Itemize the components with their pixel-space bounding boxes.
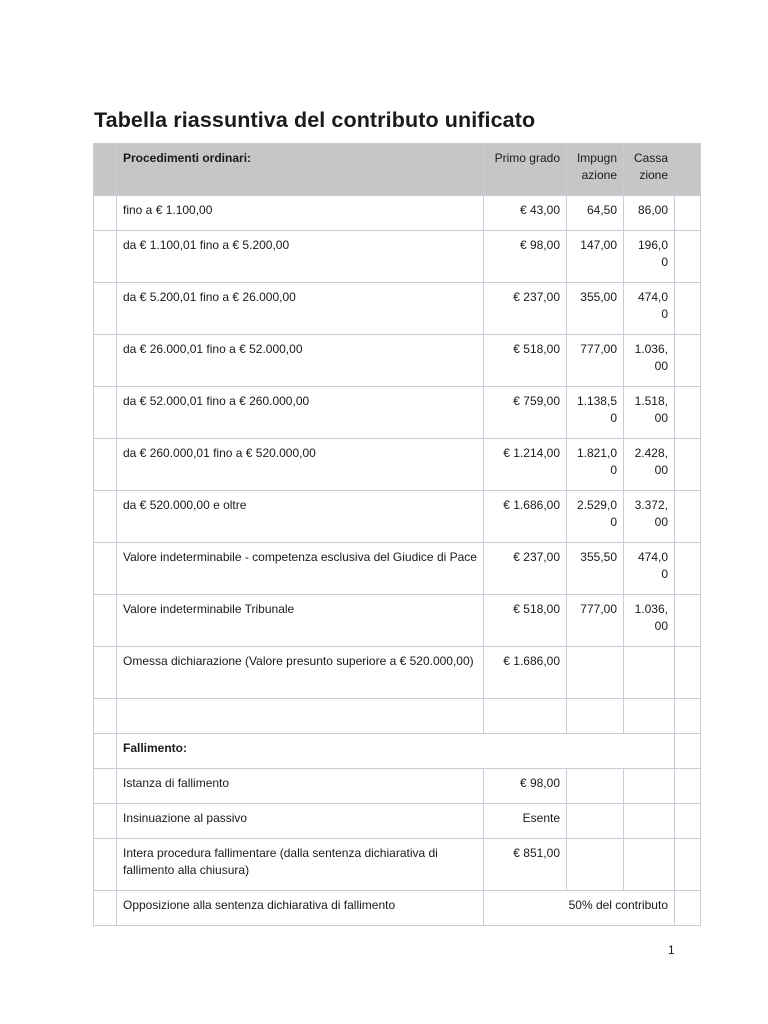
row-label: Valore indeterminabile Tribunale xyxy=(117,595,484,647)
row-impugnazione: 2.529,0 0 xyxy=(567,491,624,543)
table-row xyxy=(94,804,701,839)
row-opposizione-value: 50% del contributo xyxy=(484,891,675,926)
header-cassazione: Cassa zione xyxy=(624,144,675,196)
row-label: da € 520.000,00 e oltre xyxy=(117,491,484,543)
row-impugnazione: 355,00 xyxy=(567,283,624,335)
row-cassazione: 86,00 xyxy=(624,196,675,231)
row-label: da € 260.000,01 fino a € 520.000,00 xyxy=(117,439,484,491)
table-row xyxy=(94,283,701,335)
row-primo: € 759,00 xyxy=(484,387,567,439)
table-row xyxy=(94,891,701,926)
row-primo: € 851,00 xyxy=(484,839,567,891)
row-label: da € 52.000,01 fino a € 260.000,00 xyxy=(117,387,484,439)
table-row xyxy=(94,839,701,891)
row-impugnazione: 777,00 xyxy=(567,335,624,387)
table-row xyxy=(94,439,701,491)
table-row xyxy=(94,491,701,543)
row-label: Istanza di fallimento xyxy=(117,769,484,804)
row-label: Omessa dichiarazione (Valore presunto superiore a € 520.000,00) xyxy=(117,647,484,699)
row-impugnazione: 64,50 xyxy=(567,196,624,231)
row-primo: € 43,00 xyxy=(484,196,567,231)
row-impugnazione xyxy=(567,647,624,699)
row-label: Intera procedura fallimentare (dalla sentenza dichiarativa di fallimento alla chiusura) xyxy=(117,839,484,891)
table-row xyxy=(94,647,701,699)
table-row xyxy=(94,595,701,647)
row-label: Insinuazione al passivo xyxy=(117,804,484,839)
table-row xyxy=(94,231,701,283)
row-impugnazione: 1.821,0 0 xyxy=(567,439,624,491)
row-label: fino a € 1.100,00 xyxy=(117,196,484,231)
row-primo: € 1.214,00 xyxy=(484,439,567,491)
row-primo: € 1.686,00 xyxy=(484,491,567,543)
row-cassazione: 196,0 0 xyxy=(624,231,675,283)
contributo-table xyxy=(93,143,701,926)
row-cassazione: 474,0 0 xyxy=(624,283,675,335)
row-primo: € 518,00 xyxy=(484,595,567,647)
row-label: da € 1.100,01 fino a € 5.200,00 xyxy=(117,231,484,283)
table-row xyxy=(94,543,701,595)
table-header-row xyxy=(94,144,701,196)
row-label: da € 26.000,01 fino a € 52.000,00 xyxy=(117,335,484,387)
row-primo: € 1.686,00 xyxy=(484,647,567,699)
header-extra-cell xyxy=(675,144,701,196)
row-impugnazione: 777,00 xyxy=(567,595,624,647)
row-label: Opposizione alla sentenza dichiarativa di fallimento xyxy=(117,891,484,926)
empty-row xyxy=(94,699,701,734)
row-primo: € 237,00 xyxy=(484,283,567,335)
row-cassazione: 1.518, 00 xyxy=(624,387,675,439)
row-cassazione: 1.036, 00 xyxy=(624,595,675,647)
table-row xyxy=(94,769,701,804)
row-impugnazione: 1.138,5 0 xyxy=(567,387,624,439)
row-label: Valore indeterminabile - competenza esclusiva del Giudice di Pace xyxy=(117,543,484,595)
row-impugnazione: 147,00 xyxy=(567,231,624,283)
header-impugnazione: Impugn azione xyxy=(567,144,624,196)
row-cassazione: 3.372, 00 xyxy=(624,491,675,543)
row-primo: € 98,00 xyxy=(484,769,567,804)
header-blank-cell xyxy=(94,144,117,196)
row-primo: € 98,00 xyxy=(484,231,567,283)
header-section-title: Procedimenti ordinari: xyxy=(117,144,484,196)
page-number: 1 xyxy=(668,943,675,957)
row-impugnazione: 355,50 xyxy=(567,543,624,595)
header-primo-grado: Primo grado xyxy=(484,144,567,196)
table-row xyxy=(94,335,701,387)
row-cassazione: 1.036, 00 xyxy=(624,335,675,387)
fallimento-section-row xyxy=(94,734,701,769)
table-row xyxy=(94,387,701,439)
row-cassazione: 474,0 0 xyxy=(624,543,675,595)
row-primo: Esente xyxy=(484,804,567,839)
fallimento-section-title: Fallimento: xyxy=(117,734,675,769)
row-primo: € 518,00 xyxy=(484,335,567,387)
page-title: Tabella riassuntiva del contributo unificato xyxy=(94,108,536,132)
table-row xyxy=(94,196,701,231)
row-label: da € 5.200,01 fino a € 26.000,00 xyxy=(117,283,484,335)
row-cassazione: 2.428, 00 xyxy=(624,439,675,491)
row-primo: € 237,00 xyxy=(484,543,567,595)
row-cassazione xyxy=(624,647,675,699)
